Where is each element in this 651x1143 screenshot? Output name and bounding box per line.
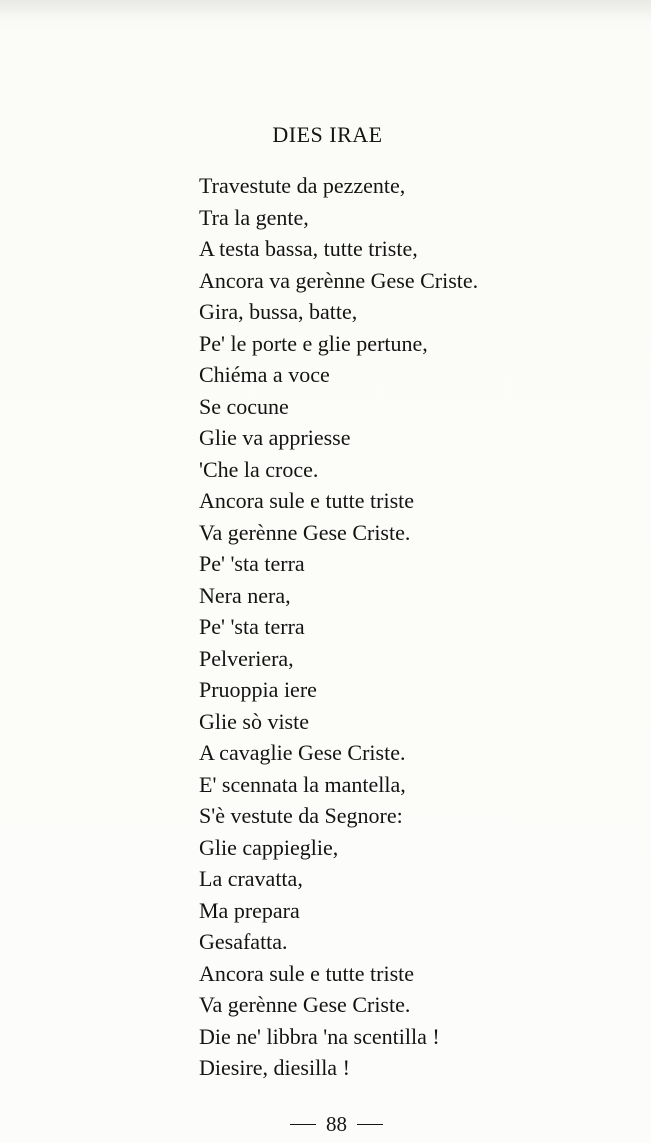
page-number-footer [0,1112,651,1137]
poem-line: Pe' le porte e glie pertune, [199,330,428,356]
poem-line: Gesafatta. [199,929,288,954]
poem-line: Gira, bussa, batte, [199,299,358,324]
page-top-shadow [0,0,651,18]
poem-line: Chiéma a voce [199,362,330,387]
poem-line: Pe' 'sta terra [199,551,305,576]
poem-line: Glie sò viste [199,708,309,734]
poem-line: La cravatta, [199,866,303,891]
poem-line: Se cocune [199,393,289,419]
poem-line: Ancora va gerènne Gese Criste. [199,267,479,293]
poem-line: Glie va appriesse [199,425,351,450]
poem-line: A testa bassa, tutte triste, [199,236,418,261]
poem-line: A cavaglie Gese Criste. [199,740,406,765]
poem-body [199,170,478,1084]
left-dash [290,1124,316,1125]
poem-line: E' scennata la mantella, [199,771,406,797]
poem-line: Travestute da pezzente, [199,173,406,198]
poem-title: DIES IRAE [272,122,383,147]
poem-line: Ancora sule e tutte triste [199,488,415,513]
poem-line: Diesire, diesilla ! [199,1055,350,1080]
poem-line: Pe' 'sta terra [199,614,305,639]
poem-line: Ma prepara [199,897,300,923]
poem-line: 'Che la croce. [199,456,319,482]
poem-line: Va gerènne Gese Criste. [199,519,411,545]
poem-line: Pelveriera, [199,645,294,671]
poem-line: Pruoppia iere [199,677,317,702]
poem-line: Ancora sule e tutte triste [199,960,415,986]
poem-line: Nera nera, [199,582,291,608]
page-number: 88 [326,1112,347,1136]
poem-line: Tra la gente, [199,204,309,230]
poem-line: S'è vestute da Segnore: [199,803,403,828]
poem-line: Die ne' libbra 'na scentilla ! [199,1023,440,1049]
poem-line: Glie cappieglie, [199,834,339,860]
right-dash [357,1124,383,1125]
poem-line: Va gerènne Gese Criste. [199,992,411,1017]
